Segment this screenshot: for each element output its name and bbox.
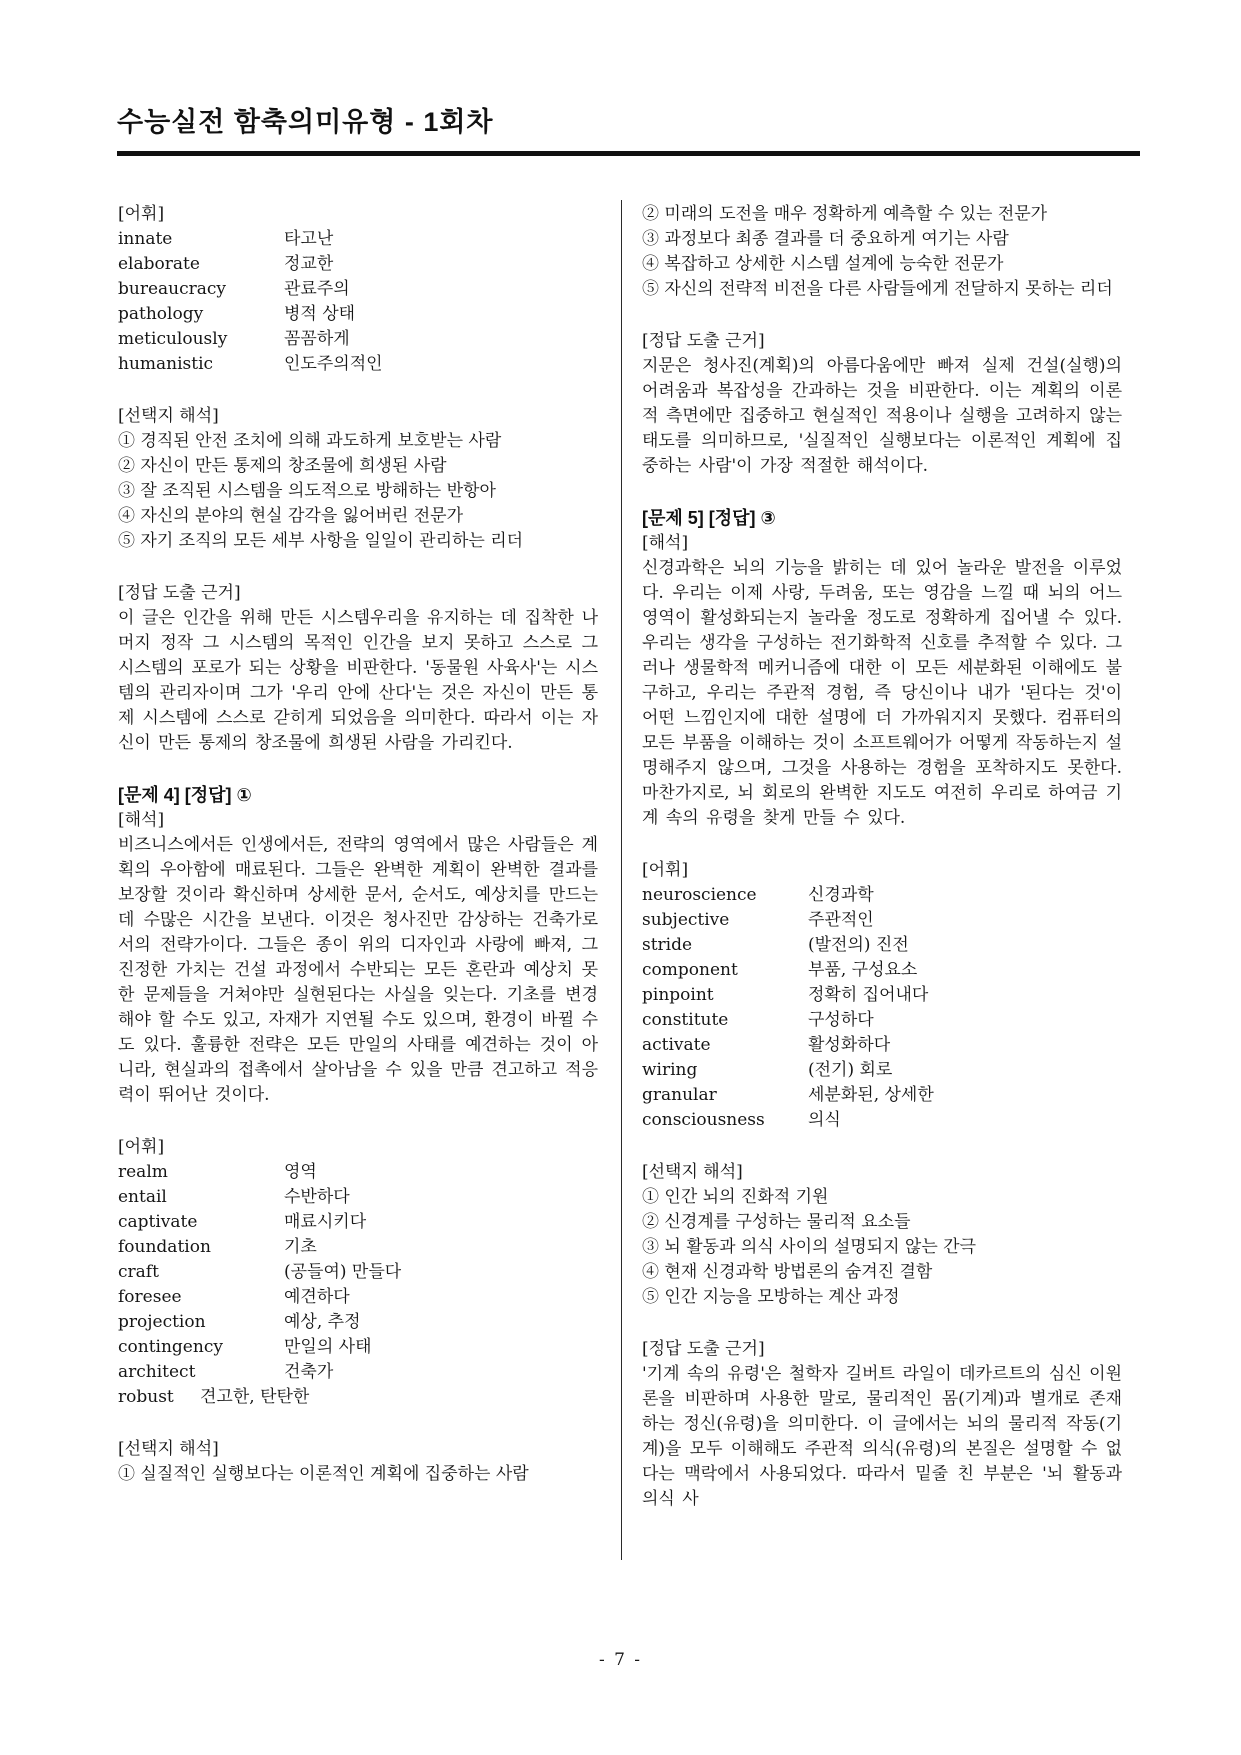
vocab-row bbox=[642, 933, 1122, 958]
vocab-term: pathology bbox=[118, 304, 204, 324]
choices-section bbox=[118, 404, 598, 554]
translation-text: 신경과학은 뇌의 기능을 밝히는 데 있어 놀라운 발전을 이루었다. 우리는 이제 사랑, 두려움, 또는 영감을 느낄 때 뇌의 어느 영역이 활성화되는지 놀라울 정도로 정확하게 집어낼 수 있다. 우리는 생각을 구성하는 전기화학적 신호를 추적할 수 있다. 그러나 생물학적 메커니즘에 대한 이 모든 세분화된 이해에도 불구하고, 우리는 주관적 경험, 즉 당신이나 내가 '된다는 것'이 어떤 느낌인지에 대한 설명에 더 가까워지지 못했다. 컴퓨터의 모든 부품을 이해하는 것이 소프트웨어가 어떻게 작동하는지 설명해주지 않으며, 그것을 사용하는 경험을 포착하지도 못한다. 마찬가지로, 뇌 회로의 완벽한 지도도 여전히 우리로 하여금 기계 속의 유령을 찾게 만들 수 있다. bbox=[642, 558, 1122, 828]
vocab-meaning: 인도주의적인 bbox=[284, 354, 383, 374]
vocab-row bbox=[118, 327, 598, 352]
vocab-meaning: 관료주의 bbox=[284, 279, 350, 299]
column-divider bbox=[621, 200, 622, 1560]
left-column bbox=[118, 202, 598, 1487]
rationale-section bbox=[118, 581, 598, 756]
vocab-row bbox=[118, 1385, 598, 1410]
vocab-term: granular bbox=[642, 1085, 717, 1105]
vocab-row bbox=[118, 1185, 598, 1210]
vocab-meaning: 병적 상태 bbox=[284, 304, 356, 324]
vocab-row bbox=[118, 1260, 598, 1285]
rationale-text: 이 글은 인간을 위해 만든 시스템우리을 유지하는 데 집착한 나머지 정작 그 시스템의 목적인 인간을 보지 못하고 스스로 그 시스템의 포로가 되는 상황을 비판한다. '동물원 사육사'는 시스템의 관리자이며 그가 '우리 안에 산다'는 것은 자신이 만든 통제 시스템에 스스로 갇히게 되었음을 의미한다. 따라서 이는 자신이 만든 통제의 창조물에 희생된 사람을 가리킨다. bbox=[118, 608, 598, 753]
vocab-row bbox=[642, 1083, 1122, 1108]
section-label-rationale: [정답 도출 근거] bbox=[642, 1339, 765, 1359]
section-label-translation: [해석] bbox=[642, 533, 689, 553]
choice-item: ② 자신이 만든 통제의 창조물에 희생된 사람 bbox=[118, 456, 447, 476]
page-number: - 7 - bbox=[598, 1650, 643, 1670]
vocab-meaning: 세분화된, 상세한 bbox=[808, 1085, 934, 1105]
vocab-meaning: 영역 bbox=[284, 1162, 317, 1182]
vocab-row bbox=[642, 883, 1122, 908]
choice-item: ④ 자신의 분야의 현실 감각을 잃어버린 전문가 bbox=[118, 506, 464, 526]
section-label-translation: [해석] bbox=[118, 810, 165, 830]
section-label-vocab: [어휘] bbox=[118, 1137, 165, 1157]
choice-item: ⑤ 자신의 전략적 비전을 다른 사람들에게 전달하지 못하는 리더 bbox=[642, 279, 1113, 299]
vocab-row bbox=[118, 1235, 598, 1260]
vocab-term: realm bbox=[118, 1162, 168, 1182]
choice-item: ④ 복잡하고 상세한 시스템 설계에 능숙한 전문가 bbox=[642, 254, 1004, 274]
vocab-row bbox=[118, 1310, 598, 1335]
vocab-term: captivate bbox=[118, 1212, 198, 1232]
vocab-row bbox=[642, 908, 1122, 933]
vocab-meaning: 신경과학 bbox=[808, 885, 874, 905]
vocab-term: robust bbox=[118, 1387, 174, 1407]
vocab-meaning: 의식 bbox=[808, 1110, 841, 1130]
vocab-meaning: 견고한, 탄탄한 bbox=[200, 1387, 310, 1407]
vocab-meaning: 수반하다 bbox=[284, 1187, 350, 1207]
vocab-term: component bbox=[642, 960, 738, 980]
vocab-row bbox=[642, 983, 1122, 1008]
section-label-rationale: [정답 도출 근거] bbox=[118, 583, 241, 603]
vocab-meaning: 정확히 집어내다 bbox=[808, 985, 929, 1005]
choice-item: ⑤ 인간 지능을 모방하는 계산 과정 bbox=[642, 1287, 900, 1307]
vocab-meaning: (전기) 회로 bbox=[808, 1060, 893, 1080]
vocab-term: stride bbox=[642, 935, 693, 955]
vocab-row bbox=[118, 1210, 598, 1235]
vocab-row bbox=[118, 1160, 598, 1185]
section-label-choices: [선택지 해석] bbox=[642, 1162, 743, 1182]
problem4-title: [문제 4] [정답] ① bbox=[118, 785, 252, 805]
vocab-meaning: 구성하다 bbox=[808, 1010, 874, 1030]
vocab-term: contingency bbox=[118, 1337, 223, 1357]
rationale-text: '기계 속의 유령'은 철학자 길버트 라일이 데카르트의 심신 이원론을 비판하며 사용한 말로, 물리적인 몸(기계)과 별개로 존재하는 정신(유령)을 의미한다. 이 글에서는 뇌의 물리적 작동(기계)을 모두 이해해도 주관적 의식(유령)의 본질은 설명할 수 없다는 맥락에서 사용되었다. 따라서 밑줄 친 부분은 '뇌 활동과 의식 사 bbox=[642, 1364, 1122, 1509]
vocab-term: constitute bbox=[642, 1010, 729, 1030]
vocab-row bbox=[118, 352, 598, 377]
vocab-section bbox=[118, 202, 598, 377]
vocab-term: wiring bbox=[642, 1060, 698, 1080]
right-column bbox=[642, 202, 1122, 1512]
vocab-meaning: (공들여) 만들다 bbox=[284, 1262, 402, 1282]
vocab-row bbox=[118, 252, 598, 277]
choices-continued-section bbox=[642, 202, 1122, 302]
vocab-section bbox=[642, 858, 1122, 1133]
vocab-term: bureaucracy bbox=[118, 279, 227, 299]
rationale-section bbox=[642, 1337, 1122, 1512]
vocab-term: projection bbox=[118, 1312, 206, 1332]
section-label-vocab: [어휘] bbox=[118, 204, 165, 224]
vocab-meaning: 만일의 사태 bbox=[284, 1337, 372, 1357]
vocab-meaning: 꼼꼼하게 bbox=[284, 329, 350, 349]
choice-item: ① 실질적인 실행보다는 이론적인 계획에 집중하는 사람 bbox=[118, 1464, 529, 1484]
vocab-term: architect bbox=[118, 1362, 196, 1382]
choice-item: ① 인간 뇌의 진화적 기원 bbox=[642, 1187, 829, 1207]
choice-item: ⑤ 자기 조직의 모든 세부 사항을 일일이 관리하는 리더 bbox=[118, 531, 524, 551]
header-rule bbox=[117, 151, 1140, 156]
vocab-row bbox=[118, 302, 598, 327]
choices-section bbox=[642, 1160, 1122, 1310]
page-title: 수능실전 함축의미유형 - 1회차 bbox=[117, 107, 494, 137]
choice-item: ③ 잘 조직된 시스템을 의도적으로 방해하는 반항아 bbox=[118, 481, 496, 501]
problem5-section bbox=[642, 506, 1122, 831]
vocab-term: craft bbox=[118, 1262, 159, 1282]
vocab-term: meticulously bbox=[118, 329, 228, 349]
vocab-meaning: 타고난 bbox=[284, 229, 334, 249]
vocab-term: elaborate bbox=[118, 254, 200, 274]
section-label-rationale: [정답 도출 근거] bbox=[642, 331, 765, 351]
vocab-row bbox=[642, 1033, 1122, 1058]
vocab-meaning: (발전의) 진전 bbox=[808, 935, 909, 955]
vocab-term: consciousness bbox=[642, 1110, 765, 1130]
vocab-term: subjective bbox=[642, 910, 730, 930]
vocab-term: foresee bbox=[118, 1287, 182, 1307]
vocab-section bbox=[118, 1135, 598, 1410]
rationale-section bbox=[642, 329, 1122, 479]
vocab-meaning: 주관적인 bbox=[808, 910, 874, 930]
vocab-row bbox=[118, 1360, 598, 1385]
vocab-meaning: 정교한 bbox=[284, 254, 334, 274]
choice-item: ④ 현재 신경과학 방법론의 숨겨진 결함 bbox=[642, 1262, 933, 1282]
vocab-meaning: 활성화하다 bbox=[808, 1035, 891, 1055]
vocab-meaning: 기초 bbox=[284, 1237, 317, 1257]
vocab-term: neuroscience bbox=[642, 885, 757, 905]
choices-section bbox=[118, 1437, 598, 1487]
problem4-section bbox=[118, 783, 598, 1108]
vocab-meaning: 예견하다 bbox=[284, 1287, 350, 1307]
vocab-row bbox=[118, 1335, 598, 1360]
section-label-choices: [선택지 해석] bbox=[118, 1439, 219, 1459]
vocab-term: entail bbox=[118, 1187, 167, 1207]
vocab-term: pinpoint bbox=[642, 985, 714, 1005]
translation-text: 비즈니스에서든 인생에서든, 전략의 영역에서 많은 사람들은 계획의 우아함에 매료된다. 그들은 완벽한 계획이 완벽한 결과를 보장할 것이라 확신하며 상세한 문서, 순서도, 예상치를 만드는 데 수많은 시간을 보낸다. 이것은 청사진만 감상하는 건축가로서의 전략가이다. 그들은 종이 위의 디자인과 사랑에 빠져, 그 진정한 가치는 건설 과정에서 수반되는 모든 혼란과 예상치 못한 문제들을 거쳐야만 실현된다는 사실을 잊는다. 기초를 변경해야 할 수도 있고, 자재가 지연될 수도 있으며, 환경이 바뀔 수도 있다. 훌륭한 전략은 모든 만일의 사태를 예견하는 것이 아니라, 현실과의 접촉에서 살아남을 수 있을 만큼 견고하고 적응력이 뛰어난 것이다. bbox=[118, 835, 598, 1105]
problem5-title: [문제 5] [정답] ③ bbox=[642, 508, 776, 528]
section-label-choices: [선택지 해석] bbox=[118, 406, 219, 426]
vocab-meaning: 건축가 bbox=[284, 1362, 334, 1382]
vocab-row bbox=[642, 1108, 1122, 1133]
vocab-term: foundation bbox=[118, 1237, 211, 1257]
vocab-row bbox=[118, 1285, 598, 1310]
choice-item: ③ 뇌 활동과 의식 사이의 설명되지 않는 간극 bbox=[642, 1237, 977, 1257]
choice-item: ① 경직된 안전 조치에 의해 과도하게 보호받는 사람 bbox=[118, 431, 502, 451]
vocab-term: activate bbox=[642, 1035, 711, 1055]
vocab-term: innate bbox=[118, 229, 173, 249]
vocab-row bbox=[118, 277, 598, 302]
vocab-row bbox=[118, 227, 598, 252]
vocab-row bbox=[642, 958, 1122, 983]
vocab-meaning: 매료시키다 bbox=[284, 1212, 367, 1232]
vocab-row bbox=[642, 1058, 1122, 1083]
choice-item: ③ 과정보다 최종 결과를 더 중요하게 여기는 사람 bbox=[642, 229, 1009, 249]
choice-item: ② 미래의 도전을 매우 정확하게 예측할 수 있는 전문가 bbox=[642, 204, 1048, 224]
vocab-row bbox=[642, 1008, 1122, 1033]
rationale-text: 지문은 청사진(계획)의 아름다움에만 빠져 실제 건설(실행)의 어려움과 복잡성을 간과하는 것을 비판한다. 이는 계획의 이론적 측면에만 집중하고 현실적인 적용이나 실행을 고려하지 않는 태도를 의미하므로, '실질적인 실행보다는 이론적인 계획에 집중하는 사람'이 가장 적절한 해석이다. bbox=[642, 356, 1122, 476]
section-label-vocab: [어휘] bbox=[642, 860, 689, 880]
choice-item: ② 신경계를 구성하는 물리적 요소들 bbox=[642, 1212, 911, 1232]
vocab-meaning: 부품, 구성요소 bbox=[808, 960, 918, 980]
vocab-term: humanistic bbox=[118, 354, 214, 374]
vocab-meaning: 예상, 추정 bbox=[284, 1312, 361, 1332]
